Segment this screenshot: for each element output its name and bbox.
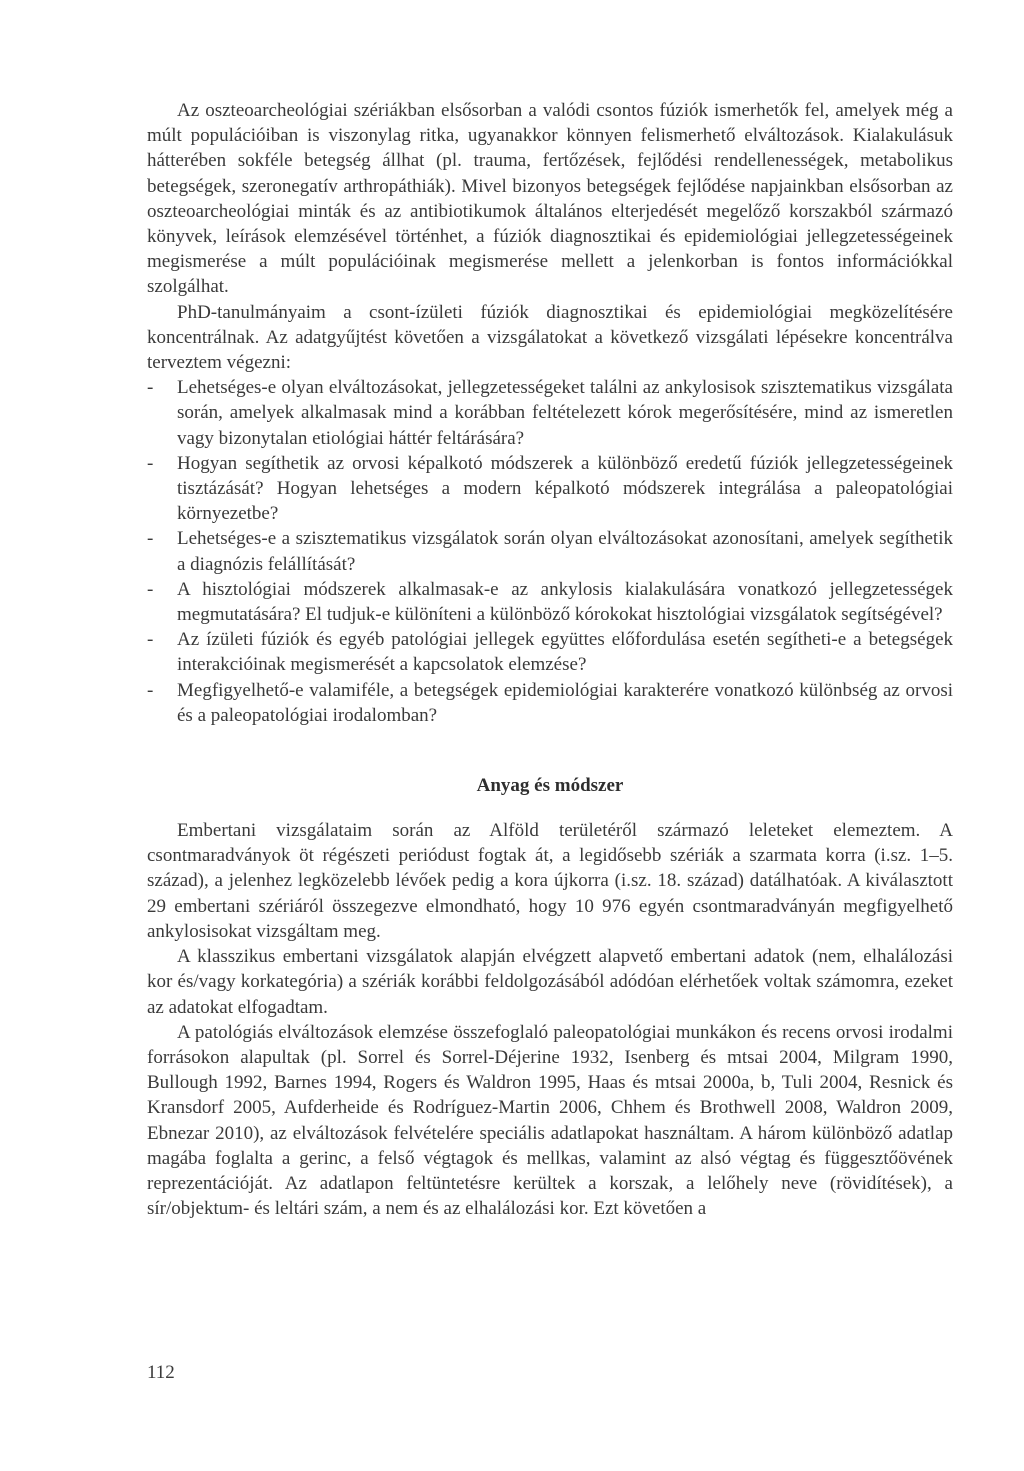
page-number: 112 xyxy=(147,1362,175,1383)
list-dash: - xyxy=(147,578,154,600)
research-questions-list xyxy=(147,375,953,728)
list-dash: - xyxy=(147,679,154,701)
list-dash: - xyxy=(147,629,154,651)
list-item-text: Lehetséges-e a szisztematikus vizsgálatok során olyan elváltozásokat azonosítani, amelyek segíthetik a diagnózis felállítását? xyxy=(177,528,953,575)
list-item-text: A hisztológiai módszerek alkalmasak-e az ankylosis kialakulására vonatkozó jellegzetességek megmutatására? El tudjuk-e különíteni a különböző kórokokat hisztológiai vizsgálatok segítségével? xyxy=(177,578,953,626)
list-item xyxy=(147,375,953,451)
methods-paragraph: A klasszikus embertani vizsgálatok alapján elvégzett alapvető embertani adatok (nem, elhalálozási kor és/vagy korkategória) a szériák korábbi feldolgozásából adódóan elérhetőek voltak számomra, ezeket az adatokat elfogadtam. xyxy=(147,946,953,1018)
list-dash: - xyxy=(147,377,154,399)
list-item-text: Az ízületi fúziók és egyéb patológiai jellegek együttes előfordulása esetén segítheti-e a betegségek interakcióinak megismerését a kapcsolatok elemzése? xyxy=(177,629,953,676)
intro-paragraph: Az oszteoarcheológiai szériákban elsősorban a valódi csontos fúziók ismerhetők fel, amelyek még a múlt populációiban is viszonylag ritka, ugyanakkor könnyen felismerhető elváltozások. Kialakulásuk hátterében sokféle betegség állhat (pl. trauma, fertőzések, fejlődési rendellenességek, metabolikus betegségek, szeronegatív arthropáthiák). Mivel bizonyos betegségek fejlődése napjainkban elsősorban az oszteoarcheológiai minták és az antibiotikumok általános elterjedését megelőző korszakból származó könyvek, leírások elemzésével történhet, a fúziók diagnosztikai és epidemiológiai jellegzetességeinek megismerése a múlt populációinak megismerése mellett a jelenkorban is fontos információkkal szolgálhat. xyxy=(147,100,953,298)
list-item xyxy=(147,678,953,728)
list-item xyxy=(147,451,953,527)
list-item xyxy=(147,577,953,627)
list-item-text: Hogyan segíthetik az orvosi képalkotó módszerek a különböző eredetű fúziók jellegzetességeinek tisztázását? Hogyan lehetséges a modern képalkotó módszerek integrálása a paleopatológiai környezetbe? xyxy=(177,452,953,525)
list-item xyxy=(147,627,953,677)
section-title: Anyag és módszer xyxy=(476,775,624,797)
list-item-text: Megfigyelhető-e valamiféle, a betegségek epidemiológiai karakterére vonatkozó különbség az orvosi és a paleopatológiai irodalomban? xyxy=(177,679,953,726)
document-page xyxy=(147,98,953,1221)
phd-paragraph: PhD-tanulmányaim a csont-ízületi fúziók diagnosztikai és epidemiológiai megközelítésére koncentrálnak. Az adatgyűjtést követően a vizsgálatokat a következő vizsgálati lépésekre koncentrálva terveztem végezni: xyxy=(147,301,953,374)
list-dash: - xyxy=(147,452,154,474)
methods-paragraph: A patológiás elváltozások elemzése összefoglaló paleopatológiai munkákon és recens orvosi irodalmi forrásokon alapultak (pl. Sorrel és Sorrel-Déjerine 1932, Isenberg és mtsai 2004, Milgram 1990, Bullough 1992, Barnes 1994, Rogers és Waldron 1995, Haas és mtsai 2000a, b, Tuli 2004, Resnick és Kransdorf 2005, Aufderheide és Rodríguez-Martin 2006, Chhem és Brothwell 2008, Waldron 2009, Ebnezar 2010), az elváltozások felvételére speciális adatlapokat használtam. A három különböző adatlap magába foglalta a gerinc, a felső végtagok és mellkas, valamint az alsó végtag és függesztőövének reprezentációját. Az adatlapon feltüntetésre kerültek a korszak, a lelőhely neve (rövidítések), a sír/objektum- és leltári szám, a nem és az elhalálozási kor. Ezt követően a xyxy=(147,1021,953,1220)
methods-paragraph: Embertani vizsgálataim során az Alföld területéről származó leleteket elemeztem. A csontmaradványok öt régészeti periódust fogtak át, a legidősebb szériák a szarmata korra (i.sz. 1–5. század), a jelenhez legközelebb lévőek pedig a kora újkorra (i.sz. 18. század) datálhatóak. A kiválasztott 29 embertani szériáról összegezve elmondható, hogy 10 976 egyén csontmaradványán megfigyelhető ankylosisokat vizsgáltam meg. xyxy=(147,820,953,942)
list-dash: - xyxy=(147,528,154,550)
list-item-text: Lehetséges-e olyan elváltozásokat, jellegzetességeket találni az ankylosisok szisztematikus vizsgálata során, amelyek alkalmasak mind a korábban feltételezett kórok megerősítésére, mind az ismeretlen vagy bizonytalan etiológiai háttér feltárására? xyxy=(177,377,953,449)
list-item xyxy=(147,526,953,576)
